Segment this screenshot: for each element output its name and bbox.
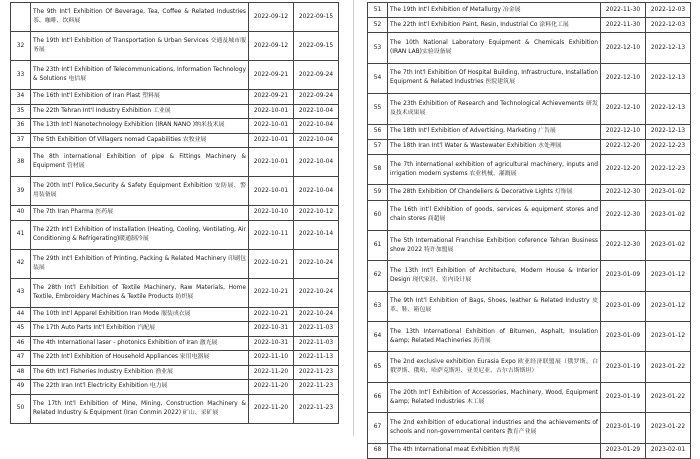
end-date: 2022-10-04 <box>294 133 339 148</box>
row-number: 35 <box>11 104 31 119</box>
row-number: 42 <box>11 249 31 278</box>
row-number: 40 <box>11 206 31 221</box>
row-number: 67 <box>368 413 388 443</box>
end-date: 2022-12-03 <box>646 3 691 18</box>
table-row <box>368 185 691 200</box>
start-date: 2022-10-01 <box>249 104 294 119</box>
start-date: 2022-10-31 <box>249 336 294 351</box>
end-date: 2022-10-12 <box>294 206 339 221</box>
exhibition-name: The 29th Int'l Exhibition of Printing, Packing & Related Machinery 印刷包装展 <box>31 249 249 278</box>
end-date: 2023-01-22 <box>646 382 691 412</box>
start-date: 2022-11-20 <box>249 365 294 380</box>
table-row <box>11 32 339 61</box>
exhibition-name: The 20th Int'l Exhibition of Accessories, Machinery, Wood, Equipment &amp; Related Industries 木工展 <box>388 382 601 412</box>
row-number: 33 <box>11 61 31 90</box>
exhibition-name: The 28th Int'l Exhibition of Textile Machinery, Raw Materials, Home Textile, Embroidery Machines & Textile Products 纺织展 <box>31 278 249 307</box>
row-number: 44 <box>11 307 31 322</box>
table-row <box>368 154 691 184</box>
exhibition-name: The 10th National Laboratory Equipment & Chemicals Exhibition (IRAN LAB)实验设备展 <box>388 33 601 63</box>
table-row <box>11 351 339 366</box>
start-date: 2022-10-01 <box>249 119 294 134</box>
end-date: 2022-12-13 <box>646 63 691 93</box>
table-row <box>368 3 691 18</box>
table-row <box>368 200 691 230</box>
table-row <box>11 365 339 380</box>
row-number: 53 <box>368 33 388 63</box>
exhibition-name: The 22th Iran Int'l Electricity Exhibition 电力展 <box>31 380 249 395</box>
exhibition-name: The 23th Int'l Exhibition of Telecommunications, Information Technology & Solutions 电信展 <box>31 61 249 90</box>
table-row <box>368 124 691 139</box>
row-number: 63 <box>368 291 388 321</box>
end-date: 2022-11-23 <box>294 380 339 395</box>
row-number: 43 <box>11 278 31 307</box>
row-number: 41 <box>11 220 31 249</box>
start-date: 2023-01-19 <box>601 413 646 443</box>
exhibition-name: The 16th Int'l Exhibition of Iran Plast 塑料展 <box>31 90 249 105</box>
exhibition-table-left <box>10 2 339 424</box>
exhibition-name: The 5th International Franchise Exhibition coference Tehran Business show 2022 特许加盟展 <box>388 230 601 260</box>
exhibition-name: The 22th Int'l Exhibition of Installation (Heating, Cooling, Ventilating, Air Conditioning & Refrigerating)暖通制冷展 <box>31 220 249 249</box>
end-date: 2023-01-22 <box>646 352 691 382</box>
start-date: 2022-10-31 <box>249 322 294 337</box>
end-date: 2022-10-04 <box>294 119 339 134</box>
row-number: 64 <box>368 322 388 352</box>
row-number: 46 <box>11 336 31 351</box>
start-date: 2022-12-30 <box>601 200 646 230</box>
table-row <box>11 3 339 32</box>
end-date: 2023-01-22 <box>646 413 691 443</box>
exhibition-name: The 19th Int'l Exhibition of Metallurgy 冶金展 <box>388 3 601 18</box>
start-date: 2022-11-10 <box>249 351 294 366</box>
row-number: 38 <box>11 148 31 177</box>
table-row <box>11 220 339 249</box>
exhibition-name: The 2nd exclusive exhibition Eurasia Expo 欧亚经济联盟展（俄罗斯、白俄罗斯、俄哈、哈萨克斯坦、亚美尼亚、吉尔吉斯斯坦） <box>388 352 601 382</box>
start-date: 2022-12-10 <box>601 94 646 124</box>
start-date: 2022-10-21 <box>249 307 294 322</box>
column-divider <box>353 0 354 436</box>
row-number: 62 <box>368 261 388 291</box>
exhibition-table-right <box>367 2 691 459</box>
end-date: 2022-12-03 <box>646 18 691 33</box>
end-date: 2022-12-13 <box>646 94 691 124</box>
start-date: 2022-10-11 <box>249 220 294 249</box>
start-date: 2022-10-01 <box>249 148 294 177</box>
end-date: 2023-01-12 <box>646 322 691 352</box>
row-number: 37 <box>11 133 31 148</box>
row-number: 51 <box>368 3 388 18</box>
exhibition-name: The 4th International laser - photonics Exhibition of Iran 激光展 <box>31 336 249 351</box>
table-row <box>368 139 691 154</box>
start-date: 2022-12-10 <box>601 124 646 139</box>
exhibition-name: The 5th Exhibition Of Villagers nomad Capabilities 农牧业展 <box>31 133 249 148</box>
row-number: 57 <box>368 139 388 154</box>
end-date: 2022-11-03 <box>294 322 339 337</box>
start-date: 2022-10-10 <box>249 206 294 221</box>
end-date: 2022-10-04 <box>294 148 339 177</box>
exhibition-name: The 10th Int'l Apparel Exhibition Iran Mode 服装成衣展 <box>31 307 249 322</box>
table-row <box>368 291 691 321</box>
end-date: 2023-01-12 <box>646 261 691 291</box>
table-row <box>11 249 339 278</box>
row-number: 34 <box>11 90 31 105</box>
end-date: 2022-10-14 <box>294 220 339 249</box>
table-row <box>11 104 339 119</box>
row-number: 45 <box>11 322 31 337</box>
end-date: 2023-01-12 <box>646 291 691 321</box>
end-date: 2022-11-13 <box>294 351 339 366</box>
start-date: 2022-12-20 <box>601 139 646 154</box>
exhibition-name: The 16th int'l Exhibition of goods, services & equipment stores and chain stores 商超展 <box>388 200 601 230</box>
exhibition-name: The 19th Int'l Exhibition of Transportation & Urban Services 交通及城市服务展 <box>31 32 249 61</box>
start-date: 2022-09-12 <box>249 3 294 32</box>
table-row <box>11 119 339 134</box>
start-date: 2022-11-20 <box>249 380 294 395</box>
row-number: 50 <box>11 394 31 423</box>
row-number: 54 <box>368 63 388 93</box>
exhibition-name: The 23th Exhibition of Research and Technological Achievements 研发及技术成果展 <box>388 94 601 124</box>
end-date: 2022-11-23 <box>294 394 339 423</box>
table-row <box>368 413 691 443</box>
end-date: 2022-10-04 <box>294 177 339 206</box>
start-date: 2022-12-30 <box>601 230 646 260</box>
exhibition-name: The 2nd exhibition of educational industries and the achievements of schools and non-governmental centers 教育产业展 <box>388 413 601 443</box>
end-date: 2022-12-23 <box>646 154 691 184</box>
start-date: 2022-12-30 <box>601 185 646 200</box>
end-date: 2023-01-02 <box>646 230 691 260</box>
row-number: 52 <box>368 18 388 33</box>
row-number: 49 <box>11 380 31 395</box>
table-row <box>11 380 339 395</box>
exhibition-table-left-body <box>11 3 339 424</box>
table-row <box>11 278 339 307</box>
row-number: 48 <box>11 365 31 380</box>
exhibition-name: The 8th international Exhibition of pipe & Fittings Machinery & Equipment 管材展 <box>31 148 249 177</box>
table-row <box>368 63 691 93</box>
end-date: 2022-09-24 <box>294 61 339 90</box>
end-date: 2022-12-23 <box>646 139 691 154</box>
exhibition-name: The 13th International Exhibition of Bitumen, Asphalt, Insulation &amp; Related Machineries 沥青展 <box>388 322 601 352</box>
table-row <box>368 443 691 458</box>
end-date: 2022-12-13 <box>646 33 691 63</box>
end-date: 2023-01-02 <box>646 185 691 200</box>
row-number: 56 <box>368 124 388 139</box>
end-date: 2023-01-02 <box>646 200 691 230</box>
start-date: 2022-12-10 <box>601 33 646 63</box>
start-date: 2022-09-21 <box>249 90 294 105</box>
exhibition-name: The 13th Int'l Exhibition of Architecture, Modern House & Interior Design 现代家居、室内设计展 <box>388 261 601 291</box>
exhibition-name: The 13th Int'l Nanotechnology Exhibition (IRAN NANO )纳米技术展 <box>31 119 249 134</box>
exhibition-name: The 7th Iran Pharma 医药展 <box>31 206 249 221</box>
start-date: 2023-01-09 <box>601 291 646 321</box>
table-row <box>11 336 339 351</box>
exhibition-name: The 22th Int'l Exhibition Paint, Resin, Industrial Co 涂料化工展 <box>388 18 601 33</box>
start-date: 2022-12-20 <box>601 154 646 184</box>
table-row <box>11 394 339 423</box>
table-row <box>368 18 691 33</box>
end-date: 2022-09-24 <box>294 90 339 105</box>
row-number: 60 <box>368 200 388 230</box>
row-number <box>11 3 31 32</box>
row-number: 47 <box>11 351 31 366</box>
end-date: 2022-09-15 <box>294 3 339 32</box>
end-date: 2022-11-03 <box>294 336 339 351</box>
end-date: 2023-02-01 <box>646 443 691 458</box>
table-row <box>368 322 691 352</box>
row-number: 55 <box>368 94 388 124</box>
row-number: 65 <box>368 352 388 382</box>
table-row <box>11 148 339 177</box>
start-date: 2023-01-19 <box>601 352 646 382</box>
exhibition-name: The 17th Auto Parts Int'l Exhibition 汽配展 <box>31 322 249 337</box>
exhibition-name: The 9th Int'l Exhibition Of Beverage, Tea, Coffee & Related Industries 茶、咖啡、饮料展 <box>31 3 249 32</box>
table-row <box>368 352 691 382</box>
table-row <box>11 307 339 322</box>
table-row <box>368 33 691 63</box>
start-date: 2023-01-19 <box>601 382 646 412</box>
table-row <box>11 90 339 105</box>
end-date: 2022-11-23 <box>294 365 339 380</box>
end-date: 2022-10-24 <box>294 249 339 278</box>
row-number: 66 <box>368 382 388 412</box>
end-date: 2022-10-24 <box>294 307 339 322</box>
row-number: 61 <box>368 230 388 260</box>
end-date: 2022-10-24 <box>294 278 339 307</box>
row-number: 59 <box>368 185 388 200</box>
table-row <box>11 133 339 148</box>
exhibition-name: The 6th Int'l Fisheries Industry Exhibition 渔业展 <box>31 365 249 380</box>
exhibition-table-right-body <box>368 3 691 459</box>
table-row <box>368 94 691 124</box>
exhibition-name: The 7th Int'l Exhibition Of Hospital Building, Infrastructure, Installation Equipment & Related Industries 医院建筑展 <box>388 63 601 93</box>
exhibition-name: The 7th international exhibition of agricultural machinery, inputs and irrigation modern systems 农业机械、灌溉展 <box>388 154 601 184</box>
end-date: 2022-09-15 <box>294 32 339 61</box>
start-date: 2022-11-30 <box>601 18 646 33</box>
exhibition-name: The 4th International meat Exhibition 肉类展 <box>388 443 601 458</box>
start-date: 2023-01-09 <box>601 261 646 291</box>
start-date: 2023-01-09 <box>601 322 646 352</box>
start-date: 2022-09-21 <box>249 61 294 90</box>
exhibition-name: The 22th Int'l Exhibition of Household Appliances 家用电器展 <box>31 351 249 366</box>
start-date: 2022-10-01 <box>249 133 294 148</box>
row-number: 39 <box>11 177 31 206</box>
exhibition-name: The 18th Int'l Exhibition of Advertising, Marketing 广告展 <box>388 124 601 139</box>
exhibition-name: The 20th Int'l Police,Security & Safety Equipment Exhibition 安防展、警用装备展 <box>31 177 249 206</box>
start-date: 2022-12-10 <box>601 63 646 93</box>
end-date: 2022-10-04 <box>294 104 339 119</box>
exhibition-name: The 22th Tehran Int'l Industry Exhibition 工业展 <box>31 104 249 119</box>
row-number: 32 <box>11 32 31 61</box>
table-row <box>368 382 691 412</box>
table-row <box>11 322 339 337</box>
exhibition-name: The 28th Exhibition Of Chandeliers & Decorative Lights 灯饰展 <box>388 185 601 200</box>
table-row <box>368 261 691 291</box>
exhibition-name: The 18th Iran Int'l Water & Wastewater Exhibition 水处理展 <box>388 139 601 154</box>
row-number: 68 <box>368 443 388 458</box>
start-date: 2022-09-12 <box>249 32 294 61</box>
start-date: 2022-11-20 <box>249 394 294 423</box>
row-number: 36 <box>11 119 31 134</box>
table-row <box>368 230 691 260</box>
start-date: 2022-11-30 <box>601 3 646 18</box>
exhibition-name: The 17th Int'l Exhibition of Mine, Mining, Construction Machinery & Related Industry & Equipment (Iran Conmin 2022) 矿山、采矿展 <box>31 394 249 423</box>
start-date: 2022-10-21 <box>249 249 294 278</box>
end-date: 2022-12-13 <box>646 124 691 139</box>
start-date: 2023-01-29 <box>601 443 646 458</box>
table-row <box>11 61 339 90</box>
table-row <box>11 206 339 221</box>
row-number: 58 <box>368 154 388 184</box>
table-row <box>11 177 339 206</box>
start-date: 2022-10-01 <box>249 177 294 206</box>
exhibition-name: The 9th Int'l Exhibition of Bags, Shoes, leather & Related Industry 皮革、鞋、箱包展 <box>388 291 601 321</box>
start-date: 2022-10-21 <box>249 278 294 307</box>
